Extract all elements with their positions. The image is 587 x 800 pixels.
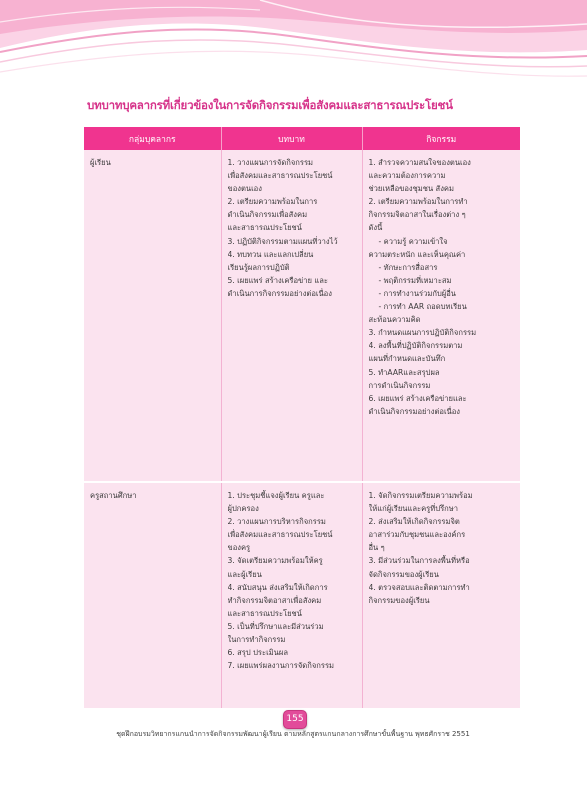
role-line: ของตนเอง xyxy=(227,184,262,194)
role-line: 6. สรุป ประเมินผล xyxy=(227,648,288,658)
activity-subline: - การทำงานร่วมกับผู้อื่น xyxy=(378,288,456,298)
role-line: ดำเนินกิจกรรมเพื่อสังคม xyxy=(227,210,308,220)
activity-line: กิจกรรมของผู้เรียน xyxy=(368,595,430,605)
role-line: เพื่อสังคมและสาธารณประโยชน์ xyxy=(227,171,333,181)
cell-activity xyxy=(362,150,520,482)
group-label: ผู้เรียน xyxy=(90,158,111,167)
personnel-roles-table xyxy=(84,127,520,708)
activity-subline: - พฤติกรรมที่เหมาะสม xyxy=(378,275,452,285)
role-line: เรียนรู้ผลการปฏิบัติ xyxy=(227,262,290,272)
activity-line: กิจกรรมจิตอาสาในเรื่องต่าง ๆ xyxy=(368,210,466,220)
cell-role xyxy=(221,482,362,708)
role-line: 1. วางแผนการจัดกิจกรรม xyxy=(227,158,314,167)
footer-caption: ชุดฝึกอบรมวิทยากรแกนนำการจัดกิจกรรมพัฒนาผู้เรียน ตามหลักสูตรแกนกลางการศึกษาขั้นพื้นฐาน พุทธศักราช 2551 xyxy=(116,730,470,738)
activity-line: 1. สำรวจความสนใจของตนเอง xyxy=(368,158,471,167)
role-line: 2. วางแผนการบริหารกิจกรรม xyxy=(227,517,326,527)
role-line: 7. เผยแพร่ผลงานการจัดกิจกรรม xyxy=(227,661,335,671)
role-line: 1. ประชุมชี้แจงผู้เรียน ครูและ xyxy=(227,491,325,500)
activity-line: แผนที่กำหนดและบันทึก xyxy=(368,354,446,364)
column-header-role: บทบาท xyxy=(221,127,362,150)
role-line: ของครู xyxy=(227,543,251,553)
cell-activity xyxy=(362,482,520,708)
column-header-activity: กิจกรรม xyxy=(362,127,520,150)
role-line: 2. เตรียมความพร้อมในการ xyxy=(227,197,318,207)
activity-line: ดังนี้ xyxy=(368,223,383,233)
role-line: และผู้เรียน xyxy=(227,569,262,579)
role-line: 5. เป็นที่ปรึกษาและมีส่วนร่วม xyxy=(227,621,324,631)
role-line: 3. ปฏิบัติกิจกรรมตามแผนที่วางไว้ xyxy=(227,236,338,246)
activity-line: 6. เผยแพร่ สร้างเครือข่ายและ xyxy=(368,393,467,403)
activity-subline: - ความรู้ ความเข้าใจ xyxy=(378,236,448,246)
activity-line: อาสาร่วมกับชุมชนและองค์กร xyxy=(368,530,466,540)
table-header-row xyxy=(84,127,520,150)
activity-line: 3. มีส่วนร่วมในการลงพื้นที่หรือ xyxy=(368,556,470,566)
activity-line: และความต้องการความ xyxy=(368,171,446,181)
role-line: 5. เผยแพร่ สร้างเครือข่าย และ xyxy=(227,275,328,285)
cell-role xyxy=(221,150,362,482)
role-line: ในการทำกิจกรรม xyxy=(227,635,286,645)
activity-line: 2. เตรียมความพร้อมในการทำ xyxy=(368,197,468,207)
role-line: 4. สนับสนุน ส่งเสริมให้เกิดการ xyxy=(227,582,328,592)
role-line: ผู้ปกครอง xyxy=(227,504,259,514)
activity-line: 3. กำหนดแผนการปฏิบัติกิจกรรม xyxy=(368,328,477,338)
activity-line: 2. ส่งเสริมให้เกิดกิจกรรมจิต xyxy=(368,517,460,527)
activity-subline: - ทักษะการสื่อสาร xyxy=(378,262,438,272)
page-number-badge: 155 xyxy=(283,710,307,729)
activity-line: 4. ลงพื้นที่ปฏิบัติกิจกรรมตาม xyxy=(368,341,463,351)
column-header-group: กลุ่มบุคลากร xyxy=(84,127,221,150)
activity-line: ดำเนินกิจกรรมอย่างต่อเนื่อง xyxy=(368,406,461,416)
role-line: ทำกิจกรรมจิตอาสาเพื่อสังคม xyxy=(227,595,322,605)
cell-group xyxy=(84,482,221,708)
role-line: ดำเนินการกิจกรรมอย่างต่อเนื่อง xyxy=(227,288,332,298)
decorative-header-banner xyxy=(0,0,587,95)
role-line: และสาธารณประโยชน์ xyxy=(227,608,302,618)
activity-line: ช่วยเหลือของชุมชน สังคม xyxy=(368,184,454,194)
role-line: เพื่อสังคมและสาธารณประโยชน์ xyxy=(227,530,333,540)
table-row-students xyxy=(84,150,520,482)
activity-line: จัดกิจกรรมของผู้เรียน xyxy=(368,569,439,579)
activity-line: ความตระหนัก และเห็นคุณค่า xyxy=(368,249,466,259)
group-label: ครูสถานศึกษา xyxy=(90,491,137,500)
activity-line: การดำเนินกิจกรรม xyxy=(368,380,431,390)
activity-line: 5. ทำAARและสรุปผล xyxy=(368,367,440,377)
table-row-teachers xyxy=(84,482,520,708)
activity-line: 1. จัดกิจกรรมเตรียมความพร้อม xyxy=(368,491,473,500)
activity-line: ให้แก่ผู้เรียนและครูที่ปรึกษา xyxy=(368,504,459,514)
page-heading: บทบาทบุคลากรที่เกี่ยวข้องในการจัดกิจกรรมเพื่อสังคมและสาธารณประโยชน์ xyxy=(87,98,453,112)
role-line: 4. ทบทวน และแลกเปลี่ยน xyxy=(227,249,314,259)
activity-line: 4. ตรวจสอบและติดตามการทำ xyxy=(368,582,470,592)
activity-line: อื่น ๆ xyxy=(368,543,385,553)
activity-line: สะท้อนความคิด xyxy=(368,315,421,325)
role-line: และสาธารณประโยชน์ xyxy=(227,223,302,233)
role-line: 3. จัดเตรียมความพร้อมให้ครู xyxy=(227,556,323,566)
cell-group xyxy=(84,150,221,482)
activity-subline: - การทำ AAR ถอดบทเรียน xyxy=(378,302,467,312)
